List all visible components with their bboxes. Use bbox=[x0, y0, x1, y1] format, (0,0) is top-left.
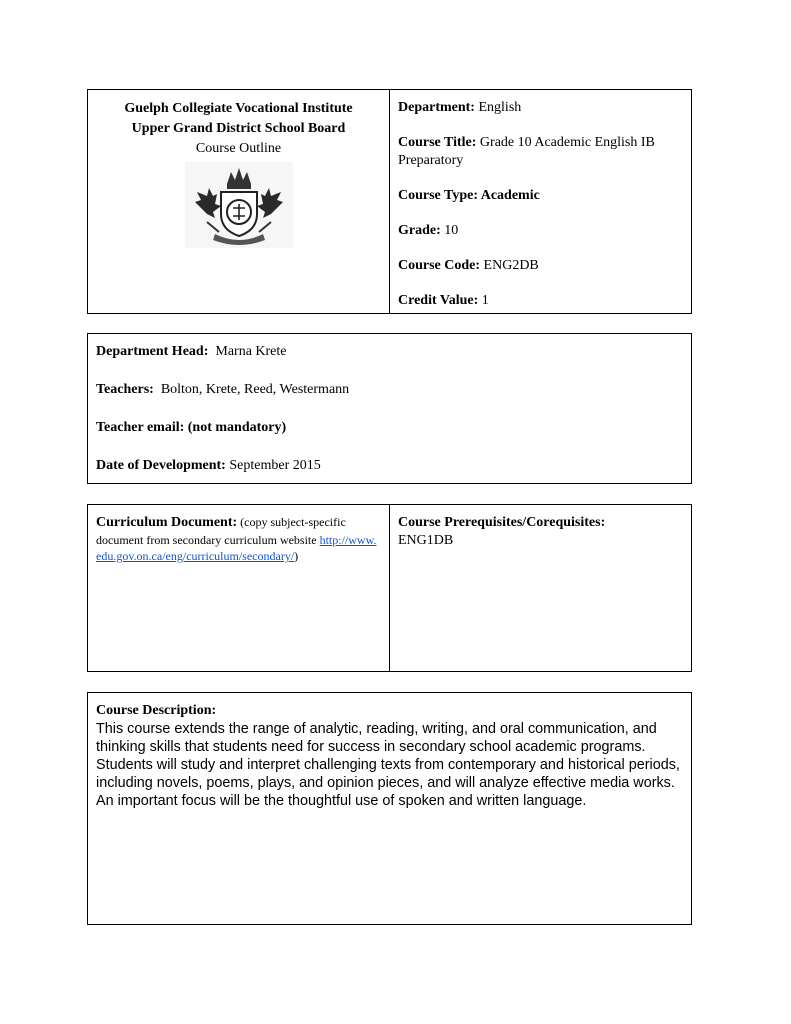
course-code-label: Course Code: bbox=[398, 258, 481, 273]
curriculum-table bbox=[87, 504, 692, 672]
prerequisites-value: ENG1DB bbox=[398, 533, 454, 548]
credit-value-row bbox=[398, 292, 683, 310]
course-outline-label: Course Outline bbox=[195, 141, 282, 156]
credit-value-label: Credit Value: bbox=[398, 293, 479, 308]
curriculum-link[interactable]: http://www.edu.gov.on.ca/eng/curriculum/secondary/ bbox=[96, 533, 377, 563]
course-code-row bbox=[398, 257, 683, 275]
course-description-label: Course Description: bbox=[96, 703, 217, 718]
department-row bbox=[398, 99, 683, 117]
department-value: English bbox=[478, 100, 522, 115]
course-type: Course Type: Academic bbox=[398, 188, 540, 203]
credit-value-value: 1 bbox=[481, 293, 489, 308]
teachers-row bbox=[96, 381, 683, 399]
curriculum-note: (copy subject-specific document from secondary curriculum website bbox=[96, 515, 346, 547]
teacher-email-label: Teacher email: (not mandatory) bbox=[96, 420, 287, 435]
staff-table bbox=[87, 333, 692, 484]
course-code-value: ENG2DB bbox=[483, 258, 539, 273]
curriculum-cell bbox=[88, 505, 390, 671]
course-description-table bbox=[87, 692, 692, 925]
curriculum-note-end: ) bbox=[294, 549, 299, 563]
school-name: Guelph Collegiate Vocational Institute bbox=[124, 101, 353, 116]
curriculum-label: Curriculum Document: bbox=[96, 515, 238, 530]
school-board: Upper Grand District School Board bbox=[131, 121, 346, 136]
course-title-label: Course Title: bbox=[398, 135, 477, 150]
department-label: Department: bbox=[398, 100, 475, 115]
prerequisites-label: Course Prerequisites/Corequisites: bbox=[398, 515, 606, 530]
grade-row bbox=[398, 222, 683, 240]
department-head-row bbox=[96, 343, 683, 361]
school-cell bbox=[88, 90, 390, 313]
prerequisites-cell bbox=[390, 505, 691, 671]
course-header-table bbox=[87, 89, 692, 314]
course-info-cell bbox=[390, 90, 691, 313]
department-head-value: Marna Krete bbox=[215, 344, 287, 359]
grade-value: 10 bbox=[444, 223, 459, 238]
development-date-value: September 2015 bbox=[229, 458, 321, 473]
development-date-label: Date of Development: bbox=[96, 458, 226, 473]
course-title-row bbox=[398, 134, 683, 170]
curriculum-text bbox=[96, 514, 381, 564]
teachers-value: Bolton, Krete, Reed, Westermann bbox=[160, 382, 350, 397]
development-date-row bbox=[96, 457, 683, 475]
department-head-label: Department Head: bbox=[96, 344, 209, 359]
course-description-text: This course extends the range of analytic, reading, writing, and oral communication, and thinking skills that students need for success in secondary school academic programs. Students will study and interpret challenging texts from contemporary and historical periods, including novels, poems, plays, and opinion pieces, and will analyze effective media works. An important focus will be the thoughtful use of spoken and written language. bbox=[96, 721, 680, 809]
course-title-value: Grade 10 Academic English IB Preparatory bbox=[398, 135, 655, 168]
grade-label: Grade: bbox=[398, 223, 441, 238]
school-crest-icon bbox=[185, 162, 293, 248]
teachers-label: Teachers: bbox=[96, 382, 154, 397]
